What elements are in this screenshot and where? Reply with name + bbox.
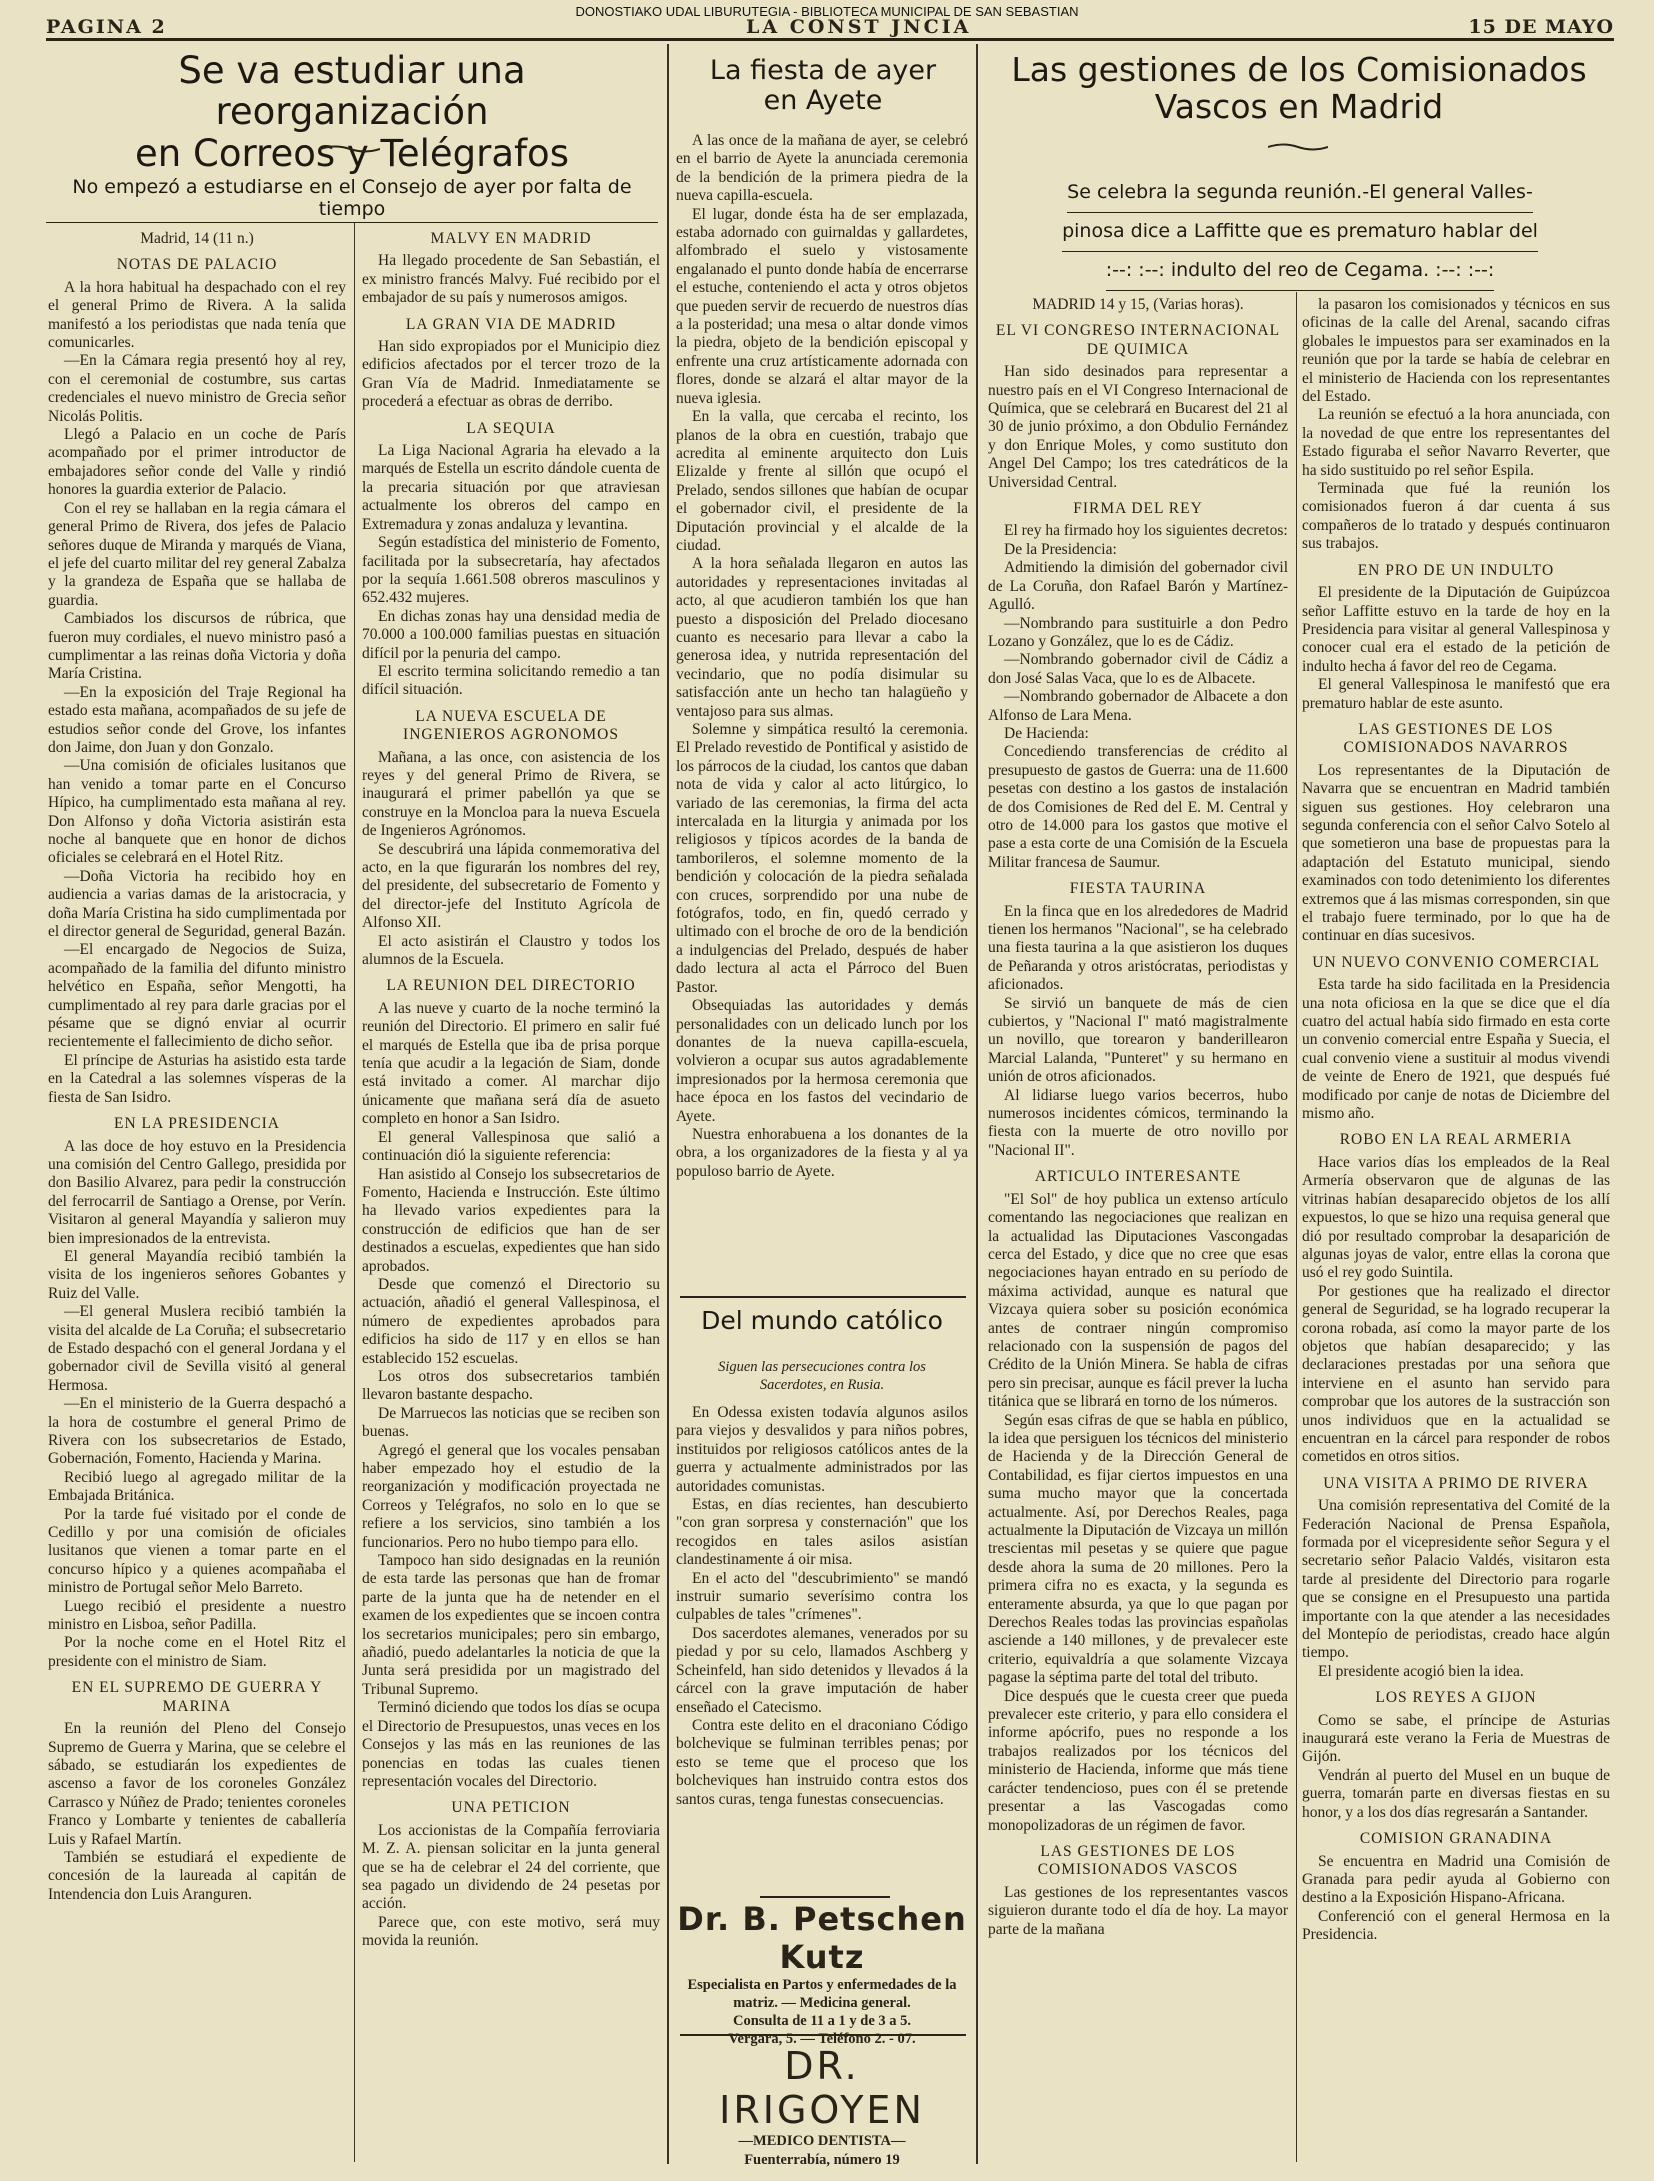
paragraph: —Nombrando gobernador de Albacete a don Alfonso de Lara Mena. <box>988 688 1288 724</box>
ad-hours: Consulta de 11 a 1 y de 3 a 5. <box>732 2013 912 2029</box>
paragraph: En la reunión del Pleno del Consejo Supremo de Guerra y Marina, que se celebre el sábado, se estudiarán los expedientes de ascenso a favor de los coroneles González Carrasco y Núñez de Prado; tenientes coroneles Franco y Lombarte y tenientes de caballería Luis y Rafael Martín. <box>48 1720 346 1848</box>
paragraph: —El general Muslera recibió también la visita del alcalde de La Coruña; el subsecretario de Estado despachó con el general Jordana y el gobernador civil de Sevilla visitó al general Hermosa. <box>48 1303 346 1394</box>
paragraph: Han sido expropiados por el Municipio diez edificios afectados por el tercer trozo de la Gran Vía de Madrid. Inmediatamente se procederá a efectuar as obras de derribo. <box>362 338 660 411</box>
paragraph: Agregó el general que los vocales pensaban haber empezado hoy el estudio de la reorganización y modificación proyectada ne Correos y Telégrafos, no solo en lo que se refiere a los servicios, sino también a los funcionarios. Pero no hubo tiempo para ello. <box>362 1441 660 1551</box>
section-heading: EN EL SUPREMO DE GUERRA Y MARINA <box>71 1679 323 1715</box>
paragraph: Admitiendo la dimisión del gobernador civil de La Coruña, don Rafael Barón y Martínez-Agulló. <box>988 559 1288 614</box>
ad-dentist-name: DR. IRIGOYEN <box>719 2044 925 2132</box>
ad-profession: —MEDICO DENTISTA— <box>738 2133 906 2149</box>
paragraph: El acto asistirán el Claustro y todos los alumnos de la Escuela. <box>362 932 660 969</box>
ornament-divider <box>320 144 380 154</box>
subhead-line: Se celebra la segunda reunión.-El general Valles- <box>990 174 1610 213</box>
paragraph: Contra este delito en el draconiano Código bolchevique se fulminan terribles penas; por esto se teme que el proceso que los bolcheviques han instruido contra estos dos santos curas, tenga funestas consecuencias. <box>676 1716 968 1808</box>
paragraph: Cambiados los discursos de rúbrica, que fueron muy cordiales, el nuevo ministro pasó a cumplimentar a las reinas doña Victoria y doña María Cristina. <box>48 610 346 683</box>
paragraph: El general Vallespinosa le manifestó que era prematuro hablar de este asunto. <box>1302 676 1610 712</box>
paragraph: Estas, en días recientes, han descubierto "con gran sorpresa y consternación" que los recogidos en tales asilos asistían clandestinamente á oir misa. <box>676 1496 968 1569</box>
paragraph: En el acto del "descubrimiento" se mandó instruir sumario severísimo contra los culpables de tales "crímenes". <box>676 1569 968 1624</box>
paragraph: Se encuentra en Madrid una Comisión de Granada para pedir ayuda al Gobierno con destino a la Exposición Hispano-Africana. <box>1302 1852 1610 1907</box>
section-heading: LA REUNION DEL DIRECTORIO <box>386 977 636 995</box>
paragraph: la pasaron los comisionados y técnicos en sus oficinas de la calle del Arenal, sacando cifras globales le impuestos para ser examinados en la reunión que por la tarde se había de celebrar en el ministerio de Hacienda con los representantes del Estado. <box>1302 296 1610 406</box>
issue-date: 15 DE MAYO <box>1468 16 1614 38</box>
headline-line: en Correos y Telégrafos <box>135 131 569 175</box>
paragraph: A la hora señalada llegaron en autos las autoridades y representaciones invitadas al acto, al que acudieron también los que han puesto a disposición del Prelado diocesano cuanto es necesario para llevar a cabo la generosa idea, y nutrida representación del vecindario, que no podía disimular su satisfacción ante un hecho tan halagüeño y ventajoso para sus almas. <box>676 555 968 720</box>
paragraph: A las doce de hoy estuvo en la Presidencia una comisión del Centro Gallego, presidida por don Basilio Alvarez, para pedir la construcción del ferrocarril de Santiago a Orense, por Verín. Visitaron al general Mayandía y salieron muy bien impresionados de la entrevista. <box>48 1137 346 1247</box>
paragraph: El escrito termina solicitando remedio a tan difícil situación. <box>362 662 660 699</box>
article-correos-column-1 <box>48 230 346 2160</box>
masthead <box>46 14 1614 41</box>
ad-doctor-name: Dr. B. Petschen Kutz <box>677 1900 967 1976</box>
paragraph: El presidente de la Diputación de Guipúzcoa señor Laffitte estuvo en la tarde de hoy en la Presidencia para visitar al general Vallespinosa y conocer cual era el estado de la petición de indulto hecha á favor del reo de Cegama. <box>1302 584 1610 675</box>
section-heading: ROBO EN LA REAL ARMERIA <box>1339 1131 1573 1149</box>
paragraph: —Nombrando para sustituirle a don Pedro Lozano y González, que lo es de Cádiz. <box>988 614 1288 650</box>
paragraph: El general Mayandía recibió también la visita de los ingenieros señores Gobantes y Ruiz del Valle. <box>48 1247 346 1302</box>
headline-line: en Ayete <box>763 85 883 117</box>
paragraph: Conferenció con el general Hermosa en la Presidencia. <box>1302 1907 1610 1944</box>
section-divider <box>760 1896 890 1898</box>
section-heading: MALVY EN MADRID <box>430 230 592 247</box>
paragraph: —En el ministerio de la Guerra despachó a la hora de costumbre el general Primo de Rivera con los subsecretarios de Estado, Gobernación, Fomento, Hacienda y Marina. <box>48 1395 346 1468</box>
section-heading: UNA PETICION <box>451 1799 571 1817</box>
paragraph: Por la tarde fué visitado por el conde de Cedillo y por una comisión de oficiales lusitanos que vienen a tomar parte en el concurso hípico y a quienes acompañaba el ministro de Portugal señor Melo Barreto. <box>48 1505 346 1597</box>
paragraph: Desde que comenzó el Directorio su actuación, añadió el general Vallespinosa, el número de expedientes aprobados para edificios ha sido de 117 y en ellos se han establecido 152 escuelas. <box>362 1275 660 1367</box>
paragraph: Nuestra enhorabuena a los donantes de la obra, a los organizadores de la fiesta y al ya populoso barrio de Ayete. <box>676 1125 968 1180</box>
advertisement-irigoyen <box>676 2044 968 2170</box>
paragraph: Esta tarde ha sido facilitada en la Presidencia una nota oficiosa en la que se dice que el día cuatro del actual había sido firmado en esta corte un convenio comercial entre España y Suecia, el cual convenio viene a sustituir al modus vivendi de veinte de Enero de 1921, que después fué modificado por canje de notas de Diciembre del mismo año. <box>1302 976 1610 1123</box>
paragraph: Terminada que fué la reunión los comisionados fueron á dar cuenta á sus compañeros de lo tratado y después continuaron sus trabajos. <box>1302 480 1610 553</box>
paragraph: De Hacienda: <box>1004 724 1089 742</box>
article-ayete-column <box>676 132 968 1282</box>
section-heading: FIRMA DEL REY <box>1073 500 1203 518</box>
section-heading: LA NUEVA ESCUELA DE INGENIEROS AGRONOMOS <box>403 707 619 744</box>
ad-address: Fuenterrabía, número 19 <box>744 2152 900 2168</box>
section-heading: LA SEQUIA <box>466 419 556 437</box>
article-catolico-column <box>676 1404 968 1884</box>
paragraph: Parece que, con este motivo, será muy movida la reunión. <box>362 1913 660 1950</box>
column-rule <box>667 44 669 2164</box>
paragraph: Por gestiones que ha realizado el director general de Seguridad, se ha logrado recuperar la corona robada, así como la mayor parte de los objetos que habían desaparecido; y las declaraciones prestadas por una señora que interviene en el asunto han servido para comprobar que los autores de la sustracción son unos individuos que en la actualidad se encuentran en la cárcel para responder de robos cometidos en otros sitios. <box>1302 1282 1610 1466</box>
section-heading: EL VI CONGRESO INTERNACIONAL DE QUIMICA <box>995 322 1281 358</box>
section-heading: EN LA PRESIDENCIA <box>114 1115 280 1133</box>
paragraph: Una comisión representativa del Comité de la Federación Nacional de Prensa Española, formada por el vicepresidente señor Segura y el secretario señor Palacio Valdés, visitaron esta tarde al presidente del Directorio para rogarle que se consigne en el Presupuesto una partida importante con la que atender a las necesidades del Montepío de periodistas, creado hace algún tiempo. <box>1302 1497 1610 1662</box>
paragraph: En Odessa existen todavía algunos asilos para viejos y desvalidos y para niños pobres, instituidos por religiosos católicos antes de la guerra y actualmente administrados por las autoridades comunistas. <box>676 1404 968 1495</box>
paragraph: En la finca que en los alrededores de Madrid tienen los hermanos "Nacional", se ha celebrado una fiesta taurina a la que asistieron los duques de Peñaranda y otros aristócratas, periodistas y aficionados. <box>988 902 1288 994</box>
paragraph: Obsequiadas las autoridades y demás personalidades con un delicado lunch por los donantes de la nueva capilla-escuela, volvieron a ocupar sus autos agradablemente impresionados por la hermosa ceremonia que hace época en los fastos del vecindario de Ayete. <box>676 997 968 1125</box>
subhead-text: No empezó a estudiarse en el Consejo de ayer por falta de tiempo <box>46 176 658 223</box>
paragraph: —Nombrando gobernador civil de Cádiz a don José Salas Vaca, que lo es de Albacete. <box>988 651 1288 687</box>
paragraph: Dos sacerdotes alemanes, venerados por su piedad y por su celo, llamados Aschberg y Scheinfeld, han sido detenidos y llevados á la cárcel con la grave imputación de haber enseñado el Catecismo. <box>676 1624 968 1716</box>
paragraph: Han sido desinados para representar a nuestro país en el VI Congreso Internacional de Química, que se celebrará en Bucarest del 21 al 30 de junio próximo, a don Obdulio Fernández y don Enrique Moles, y como sustituto don Angel Del Campo; los tres catedráticos de la Universidad Central. <box>988 363 1288 491</box>
library-watermark: DONOSTIAKO UDAL LIBURUTEGIA - BIBLIOTECA MUNICIPAL DE SAN SEBASTIAN <box>575 4 1079 19</box>
paragraph: La Liga Nacional Agraria ha elevado a la marqués de Estella un escrito dándole cuenta de la precaria situación por que atraviesan actualmente los obreros del campo en Extremadura y zonas andaluza y levantina. <box>362 442 660 533</box>
paragraph: Al lidiarse luego varios becerros, hubo numerosos incidentes cómicos, terminando la fiesta con la muerte de otro novillo por "Nacional II". <box>988 1086 1288 1159</box>
paragraph: Se sirvió un banquete de más de cien cubiertos, y "Nacional I" mató magistralmente un novillo, que torearon y banderillearon Marcial Lalanda, "Punteret" y su hermano en unión de otros aficionados. <box>988 994 1288 1086</box>
paragraph: También se estudiará el expediente de concesión de la laureada al capitán de Intendencia don Luis Aranguren. <box>48 1848 346 1903</box>
article-catolico-subhead: Siguen las persecuciones contra los Sacerdotes, en Rusia. <box>718 1359 926 1393</box>
article-comisionados-column-1 <box>988 296 1288 2162</box>
paragraph: Se descubrirá una lápida conmemorativa del acto, en la que figurarán los nombres del rey, del presidente, del subsecretario de Fomento y del director-jefe del Instituto Agrícola de Alfonso XII. <box>362 840 660 932</box>
paragraph: "El Sol" de hoy publica un extenso artículo comentando las negociaciones que realizan en la actualidad las Diputaciones Vascongadas cerca del Estado, y dice que no cree que esas negociaciones hayan entrado en su período de máxima actividad, aunque es natural que Vizcaya quiera sober su posición económica antes de contraer ningún compromiso relacionado con la suspensión de pagos del Crédito de la Unión Minera. Se habla de cifras pero sin precisar, aunque es fácil prever la lucha titánica que se librará en torno de los números. <box>988 1190 1288 1411</box>
paragraph: Por la noche come en el Hotel Ritz el presidente con el ministro de Siam. <box>48 1634 346 1670</box>
section-heading: NOTAS DE PALACIO <box>116 256 278 274</box>
paragraph: Con el rey se hallaban en la regia cámara el general Primo de Rivera, dos jefes de Palacio señores duque de Miranda y marqués de Viana, el jefe del cuarto militar del rey general Zabalza y la grandeza de España que se hallaba de guardia. <box>48 499 346 609</box>
article-correos-subhead <box>46 176 658 223</box>
section-heading: ARTICULO INTERESANTE <box>1034 1168 1242 1186</box>
paragraph: El general Vallespinosa que salió a continuación dió la siguiente referencia: <box>362 1128 660 1165</box>
paragraph: —Una comisión de oficiales lusitanos que han venido a tomar parte en el Concurso Hípico, ha cumplimentado esta mañana al rey. Don Alfonso y doña Victoria asistirán esta noche al banquete que en honor de dichos oficiales se celebrará en el Hotel Ritz. <box>48 757 346 867</box>
article-ayete-headline <box>680 56 966 116</box>
paragraph: Las gestiones de los representantes vascos siguieron durante todo el día de hoy. La mayor parte de la mañana <box>988 1883 1288 1938</box>
paragraph: En la valla, que cercaba el recinto, los planos de la obra en cuestión, trabajo que acredita al eminente arquitecto don Luis Elizalde y frente al sillón que ocupó el Prelado, sendos sillones que habían de ocupar el gobernador civil, el presidente de la Diputación provincial y el alcalde de la ciudad. <box>676 408 968 554</box>
column-rule <box>1296 292 1297 2162</box>
column-rule <box>976 44 978 2164</box>
paragraph: —En la Cámara regia presentó hoy al rey, con el ceremonial de costumbre, sus cartas credenciales el nuevo ministro de Grecia señor Nicolás Politis. <box>48 352 346 425</box>
page-label: PAGINA 2 <box>46 16 167 38</box>
paragraph: De Marruecos las noticias que se reciben son buenas. <box>362 1404 660 1441</box>
dateline: MADRID 14 y 15, (Varias horas). <box>1032 296 1244 313</box>
paragraph: A la hora habitual ha despachado con el rey el general Primo de Rivera. A la salida manifestó a los periodistas que nada tenía que comunicarles. <box>48 278 346 352</box>
paragraph: Han asistido al Consejo los subsecretarios de Fomento, Hacienda e Instrucción. Este último ha llevado varios expedientes para la construcción de edificios que han de ser destinados a escuelas, expedientes que han sido aprobados. <box>362 1165 660 1275</box>
paragraph: Solemne y simpática resultó la ceremonia. El Prelado revestido de Pontifical y asistido de los párrocos de la ciudad, los cantos que daban nota de vida y calor al acto litúrgico, lo variado de las ceremonias, la firma del acta intercalada en la liturgia y animada por los religiosos y típicos acordes de la banda de tamborileros, el solemne momento de la bendición y colocación de la piedra señalada con cruces, sorprendido por una nube de fotógrafos, todo, en fin, quedó cerrado y ultimado con el broche de oro de la bendición a indulgencias del Prelado, después de haber dado lectura al acta el Párroco del Buen Pastor. <box>676 721 968 996</box>
paragraph: El presidente acogió bien la idea. <box>1318 1662 1524 1680</box>
section-heading: EN PRO DE UN INDULTO <box>1357 561 1555 579</box>
article-correos-headline <box>46 50 658 174</box>
headline-line: Las gestiones de los Comisionados <box>1011 50 1587 89</box>
paragraph: Recibió luego al agregado militar de la Embajada Británica. <box>48 1468 346 1505</box>
ad-specialty: Especialista en Partos y enfermedades de la matriz. — Medicina general. <box>687 1977 957 2011</box>
headline-line: La fiesta de ayer <box>709 55 937 86</box>
paragraph: De la Presidencia: <box>1004 540 1117 558</box>
paragraph: La reunión se efectuó a la hora anunciada, con la novedad de que entre los representantes del Estado figuraba el señor Navarro Reverter, que ha sido sustituido po rel señor Espila. <box>1302 406 1610 479</box>
section-heading: LAS GESTIONES DE LOS COMISIONADOS NAVARROS <box>1343 720 1569 757</box>
paragraph: Vendrán al puerto del Musel en un buque de guerra, tomarán parte en diversas fiestas en su honor, y a los dos días regresarán a Santander. <box>1302 1766 1610 1821</box>
paragraph: Dice después que le cuesta creer que pueda prevalecer este criterio, y para ello considera el informe apócrifo, pues no responde a los trabajos realizados por los técnicos del ministerio de Hacienda, informe que más tiene carácter tendencioso, pues con él se pretende presentar a las Vascogadas como monopolizadoras de un régimen de favor. <box>988 1687 1288 1834</box>
section-heading: UN NUEVO CONVENIO COMERCIAL <box>1312 953 1600 971</box>
article-comisionados-column-2 <box>1302 296 1610 2162</box>
paragraph: A las nueve y cuarto de la noche terminó la reunión del Directorio. El primero en salir fué el marqués de Estella que iba de prisa porque tenía que acudir a la legación de Siam, donde está invitado a comer. Al marchar dijo únicamente que mañana será día de asueto completo en honor a San Isidro. <box>362 999 660 1128</box>
paragraph: Los otros dos subsecretarios también llevaron bastante despacho. <box>362 1367 660 1404</box>
headline-line: Vascos en Madrid <box>1154 86 1444 126</box>
advertisement-petschen <box>676 1900 968 2048</box>
ad-address: Vergara, 5. — Teléfono 2. - 07. <box>728 2031 916 2047</box>
paragraph: El lugar, donde ésta ha de ser emplazada, estaba adornado con guirnaldas y gallardetes, alfombrado el suelo y vistosamente engalanado el punto donde había de encerrarse el estuche, conteniendo el acta y otros objetos que pueden servir de recuerdo de nuestros días a la posteridad; una mesa o altar donde vimos la piedra, objeto de la bendición episcopal y enfrente una cruz artísticamente adornada con flores, donde se alzará el altar mayor de la nueva iglesia. <box>676 205 968 407</box>
ornament-divider <box>1268 142 1328 152</box>
headline-line: Se va estudiar una reorganización <box>178 49 526 134</box>
section-heading: LOS REYES A GIJON <box>1375 1689 1537 1707</box>
paragraph: —Doña Victoria ha recibido hoy en audiencia a varias damas de la aristocracia, y doña María Cristina ha sido cumplimentada por el director general de Seguridad, general Bazán. <box>48 867 346 941</box>
paragraph: Como se sabe, el príncipe de Asturias inaugurará este verano la Feria de Muestras de Gijón. <box>1302 1711 1610 1766</box>
article-catolico-headline: Del mundo católico <box>701 1306 943 1335</box>
paper-name: LA CONST JNCIA <box>746 16 972 38</box>
section-heading: LA GRAN VIA DE MADRID <box>405 315 617 333</box>
paragraph: Según estadística del ministerio de Fomento, facilitada por la subsecretaría, hay afectados por la sequía 1.661.508 obreros masculinos y 652.432 mujeres. <box>362 534 660 607</box>
paragraph: Mañana, a las once, con asistencia de los reyes y del general Primo de Rivera, se inaugurará el primer pabellón ya que se construye en la Moncloa para la nueva Escuela de Ingenieros Agrónomos. <box>362 748 660 840</box>
section-heading: UNA VISITA A PRIMO DE RIVERA <box>1323 1474 1589 1492</box>
article-correos-column-2 <box>362 222 660 2162</box>
paragraph: Terminó diciendo que todos los días se ocupa el Directorio de Presupuestos, unas veces en los Consejos y las más en las reuniones de las ponencias en todas las cuales tienen representación vocales del Directorio. <box>362 1699 660 1790</box>
subhead-line: :--: :--: indulto del reo de Cegama. :--: :--: <box>990 252 1610 291</box>
paragraph: Llegó a Palacio en un coche de París acompañado por el primer introductor de embajadores señor conde del Valle y rindió honores la guardia exterior de Palacio. <box>48 426 346 499</box>
section-heading: LAS GESTIONES DE LOS COMISIONADOS VASCOS <box>1037 1842 1239 1879</box>
dateline: Madrid, 14 (11 n.) <box>140 230 254 247</box>
article-comisionados-subhead <box>990 174 1610 291</box>
paragraph: Los accionistas de la Compañía ferroviaria M. Z. A. piensan solicitar en la junta general que se ha de celebrar el 24 del corriente, que sea pagado un dividendo de 24 pesetas por acción. <box>362 1821 660 1913</box>
paragraph: Tampoco han sido designadas en la reunión de esta tarde las personas que han de fromar parte de la junta que ha de netender en el examen de los expedientes que se incoen contra los secretarios municipales; pero sin embargo, añadió, puedo adelantarles la noticia de que la Junta será presidida por un magistrado del Tribunal Supremo. <box>362 1552 660 1698</box>
column-rule <box>354 222 355 2162</box>
paragraph: Luego recibió el presidente a nuestro ministro en Lisboa, señor Padilla. <box>48 1597 346 1634</box>
section-divider <box>680 2034 966 2036</box>
paragraph: Hace varios días los empleados de la Real Armería observaron que de algunas de las vitrinas habían desaparecido objetos de los allí expuestos, lo que se hizo una requisa general que dió por resultado comprobar la desaparición de algunas joyas de valor, entre ellas la corona que usó el rey godo Suintila. <box>1302 1153 1610 1282</box>
section-divider <box>680 1296 966 1298</box>
section-heading: COMISION GRANADINA <box>1359 1830 1553 1848</box>
paragraph: —En la exposición del Traje Regional ha estado esta mañana, acompañados de su jefe de estudios señor conde del Grove, los infantes don Jaime, don Juan y don Gonzalo. <box>48 683 346 756</box>
paragraph: Según esas cifras de que se habla en público, la idea que persiguen los técnicos del ministerio de Hacienda y de la Dirección General de Contabilidad, es fijar ciertos impuestos en una suma mucho mayor que la concertada actualmente. Así, por Derechos Reales, paga actualmente la Diputación de Vizcaya un millón trescientas mil pesetas y se quiere que pague desde ahora la suma de 20 millones. Pero la primera cifra no es exacta, y la segunda es enteramente absurda, ya que lo que pagan por Derechos Reales todas las provincias españolas asciende a 140 millones, y de prevalecer este criterio, equivaldría a que solamente Vizcaya pagase la séptima parte del total del tributo. <box>988 1411 1288 1687</box>
paragraph: Ha llegado procedente de San Sebastián, el ex ministro francés Malvy. Fué recibido por el embajador de su país y numerosos amigos. <box>362 252 660 307</box>
paragraph: Concediendo transferencias de crédito al presupuesto de gastos de Guerra: una de 11.600 pesetas con destino a los gastos de instalación de dos Comisiones de Red del E. M. Central y otro de 14.000 para los gastos que motive el pase a esta corte de una Comisión de la Escuela Militar francesa de Saumur. <box>988 743 1288 871</box>
paragraph: El rey ha firmado hoy los siguientes decretos: <box>1004 522 1288 540</box>
paragraph: Los representantes de la Diputación de Navarra que se encuentran en Madrid también siguen sus gestiones. Hoy celebraron una segunda conferencia con el señor Calvo Sotelo al que sometieron una base de propuestas para la adaptación del Estatuto municipal, siendo examinados con todo detenimiento los diferentes extremos que á las mismas corresponden, sin que el trabajo fuere terminado, por lo que ha de continuar en días sucesivos. <box>1302 761 1610 945</box>
paragraph: —El encargado de Negocios de Suiza, acompañado de la familia del difunto ministro helvético en España, señor Mengotti, ha cumplimentado al rey para darle gracias por el pésame que se dignó enviar al ocurrir recientemente el fallecimiento de dicho señor. <box>48 941 346 1051</box>
article-comisionados-headline <box>984 52 1614 126</box>
section-heading: FIESTA TAURINA <box>1069 880 1207 898</box>
subhead-line: pinosa dice a Laffitte que es prematuro hablar del <box>990 213 1610 252</box>
paragraph: A las once de la mañana de ayer, se celebró en el barrio de Ayete la anunciada ceremonia de la bendición de la primera piedra de la nueva capilla-escuela. <box>676 132 968 205</box>
paragraph: El príncipe de Asturias ha asistido esta tarde en la Catedral a las solemnes vísperas de la fiesta de San Isidro. <box>48 1051 346 1106</box>
paragraph: En dichas zonas hay una densidad media de 70.000 a 100.000 familias puestas en situación difícil por la penuria del campo. <box>362 607 660 662</box>
